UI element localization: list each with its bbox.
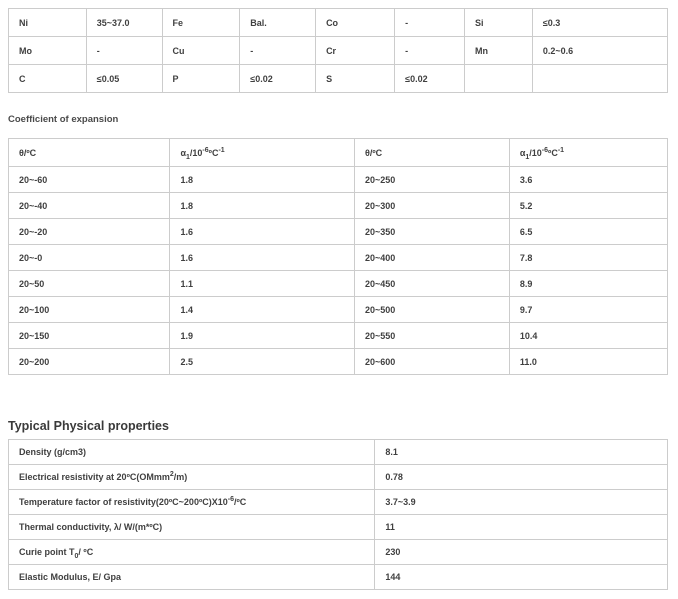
table-row	[9, 65, 668, 93]
element-symbol: Cu	[162, 37, 240, 65]
element-value: 35~37.0	[86, 9, 162, 37]
element-symbol: Co	[316, 9, 395, 37]
chemical-composition-table	[8, 8, 668, 93]
alpha-value: 11.0	[509, 349, 667, 375]
element-symbol: Mo	[9, 37, 87, 65]
element-value	[532, 65, 667, 93]
table-row	[9, 440, 668, 465]
alpha-value: 8.9	[509, 271, 667, 297]
alpha-value: 5.2	[509, 193, 667, 219]
temp-range: 20~550	[354, 323, 509, 349]
table-row	[9, 565, 668, 590]
temp-range: 20~200	[9, 349, 170, 375]
property-value: 0.78	[375, 465, 668, 490]
property-label: Temperature factor of $resistivity(20ºC\sim 200ºC)X10^{-6}/ºC$	[9, 490, 375, 515]
column-header-theta: θ/ºC	[9, 139, 170, 167]
property-value: 144	[375, 565, 668, 590]
expansion-section-title: Coefficient of expansion	[8, 114, 119, 125]
physical-section-title: Typical Physical properties	[8, 419, 169, 433]
element-value: -	[395, 37, 465, 65]
alpha-value: 10.4	[509, 323, 667, 349]
temp-range: 20~450	[354, 271, 509, 297]
element-symbol: Si	[464, 9, 532, 37]
table-row	[9, 193, 668, 219]
temp-range: 20~400	[354, 245, 509, 271]
element-symbol: P	[162, 65, 240, 93]
element-value: -	[395, 9, 465, 37]
alpha-value: 2.5	[170, 349, 355, 375]
table-row	[9, 323, 668, 349]
temp-range: 20~-20	[9, 219, 170, 245]
table-row	[9, 245, 668, 271]
alpha-value: 3.6	[509, 167, 667, 193]
property-value: 11	[375, 515, 668, 540]
element-symbol	[464, 65, 532, 93]
table-row	[9, 37, 668, 65]
element-value: -	[240, 37, 316, 65]
element-symbol: Cr	[316, 37, 395, 65]
expansion-table	[8, 138, 668, 375]
property-value: 230	[375, 540, 668, 565]
alpha-value: 1.9	[170, 323, 355, 349]
element-value: ≤0.02	[240, 65, 316, 93]
table-row	[9, 490, 668, 515]
property-value: 3.7~3.9	[375, 490, 668, 515]
table-row	[9, 9, 668, 37]
temp-range: 20~350	[354, 219, 509, 245]
table-row	[9, 515, 668, 540]
table-row	[9, 219, 668, 245]
element-value: ≤0.05	[86, 65, 162, 93]
element-symbol: Fe	[162, 9, 240, 37]
temp-range: 20~500	[354, 297, 509, 323]
table-row	[9, 271, 668, 297]
column-header-alpha: $\alpha_1/10^{-6}ºC^{-1}$	[509, 139, 667, 167]
alpha-value: 1.8	[170, 193, 355, 219]
property-label: Elastic Modulus, E/ Gpa	[9, 565, 375, 590]
alpha-value: 1.6	[170, 219, 355, 245]
property-label: Curie point $T_0/$ ºC	[9, 540, 375, 565]
temp-range: 20~100	[9, 297, 170, 323]
temp-range: 20~-40	[9, 193, 170, 219]
table-row	[9, 465, 668, 490]
temp-range: 20~600	[354, 349, 509, 375]
temp-range: 20~-0	[9, 245, 170, 271]
table-row	[9, 297, 668, 323]
property-label: Electrical resistivity at 20ºC(OMmm$^2$/m)	[9, 465, 375, 490]
alpha-value: 9.7	[509, 297, 667, 323]
temp-range: 20~300	[354, 193, 509, 219]
element-symbol: Ni	[9, 9, 87, 37]
table-row	[9, 540, 668, 565]
alpha-value: 1.6	[170, 245, 355, 271]
property-label: Thermal conductivity, λ/ W/(m*ºC)	[9, 515, 375, 540]
temp-range: 20~-60	[9, 167, 170, 193]
element-value: ≤0.3	[532, 9, 667, 37]
element-symbol: S	[316, 65, 395, 93]
element-symbol: C	[9, 65, 87, 93]
property-value: 8.1	[375, 440, 668, 465]
element-value: 0.2~0.6	[532, 37, 667, 65]
alpha-value: 1.4	[170, 297, 355, 323]
temp-range: 20~250	[354, 167, 509, 193]
temp-range: 20~150	[9, 323, 170, 349]
table-header-row	[9, 139, 668, 167]
temp-range: 20~50	[9, 271, 170, 297]
element-value: ≤0.02	[395, 65, 465, 93]
table-row	[9, 167, 668, 193]
element-value: Bal.	[240, 9, 316, 37]
property-label: Density (g/cm3)	[9, 440, 375, 465]
alpha-value: 1.8	[170, 167, 355, 193]
alpha-value: 1.1	[170, 271, 355, 297]
alpha-value: 7.8	[509, 245, 667, 271]
physical-properties-table	[8, 439, 668, 590]
column-header-theta: θ/ºC	[354, 139, 509, 167]
table-row	[9, 349, 668, 375]
alpha-value: 6.5	[509, 219, 667, 245]
element-value: -	[86, 37, 162, 65]
element-symbol: Mn	[464, 37, 532, 65]
column-header-alpha: $\alpha_1/10^{-6}ºC^{-1}$	[170, 139, 355, 167]
